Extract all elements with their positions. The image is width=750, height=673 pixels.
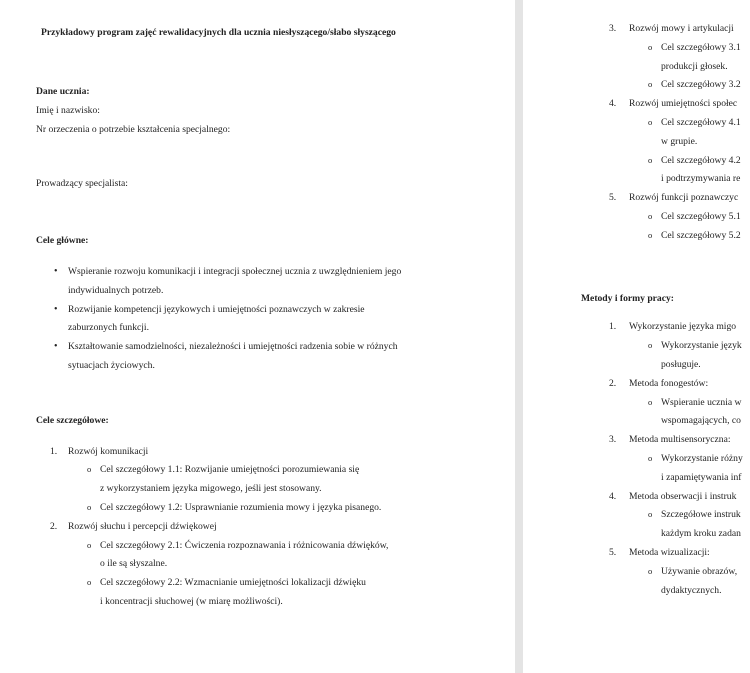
goal-number: 1. [50, 445, 58, 457]
method-sub-line: i zapamiętywania inf [661, 471, 742, 483]
goal-label: Rozwój słuchu i percepcji dźwiękowej [68, 520, 217, 532]
goal-number: 4. [609, 98, 617, 110]
main-goal-line: sytuacjach życiowych. [68, 359, 155, 371]
method-number: 3. [609, 434, 617, 446]
sub-goal-item [581, 39, 750, 77]
sub-goal-line: o Cel szczegółowy 1.1: Rozwijanie umiejętności porozumiewania się [100, 464, 360, 476]
method-sub-line: dydaktycznych. [661, 584, 722, 596]
method-sub-line: o Wykorzystanie język [661, 340, 742, 352]
sub-goal-item [581, 114, 750, 152]
method-sub-item [581, 337, 750, 375]
sub-goal-line: o Cel szczegółowy 3.2 [661, 79, 741, 91]
method-item [581, 318, 750, 337]
main-goal-line: • Kształtowanie samodzielności, niezależności i umiejętności radzenia sobie w różnych [68, 341, 398, 353]
method-sub-line: o Wspieranie ucznia w [661, 396, 742, 408]
specific-goals-list [36, 443, 496, 612]
specific-goal-item [36, 518, 496, 537]
method-label: Metoda fonogestów: [629, 377, 709, 389]
method-sub-line: o Szczegółowe instruk [661, 509, 741, 521]
page-content-right [581, 20, 750, 600]
method-sub-line: każdym kroku zadan [661, 528, 741, 540]
main-goal-item [36, 301, 496, 339]
sub-goal-item [36, 461, 496, 499]
document-title: Przykładowy program zajęć rewalidacyjnych dla ucznia niesłyszącego/słabo słyszącego [41, 27, 396, 38]
main-goal-item [36, 338, 496, 376]
sub-goal-line: i koncentracji słuchowej (w miarę możliwości). [100, 595, 283, 607]
sub-goal-line: o Cel szczegółowy 2.2: Wzmacnianie umiejętności lokalizacji dźwięku [100, 577, 366, 589]
page-content-left [36, 20, 496, 612]
page-gap [515, 0, 523, 673]
sub-goal-item [581, 152, 750, 190]
method-number: 1. [609, 321, 617, 333]
sub-goal-line: o Cel szczegółowy 2.1: Ćwiczenia rozpoznawania i różnicowania dźwięków, [100, 539, 389, 551]
method-number: 5. [609, 546, 617, 558]
specific-goal-item [581, 189, 750, 208]
specific-goal-item [581, 95, 750, 114]
sub-goal-line: o Cel szczegółowy 5.1 [661, 210, 741, 222]
goal-number: 5. [609, 192, 617, 204]
sub-goal-line: i podtrzymywania re [661, 173, 741, 185]
goal-number: 3. [609, 23, 617, 34]
goal-number: 2. [50, 520, 58, 532]
main-goal-line: • Rozwijanie kompetencji językowych i umiejętności poznawczych w zakresie [68, 303, 365, 315]
main-goals-list [36, 263, 496, 376]
goal-label: Rozwój umiejętności społec [629, 98, 738, 110]
method-label: Wykorzystanie języka migo [629, 321, 737, 333]
goal-label: Rozwój funkcji poznawczyc [629, 192, 739, 204]
main-goal-line: indywidualnych potrzeb. [68, 284, 164, 296]
specialist-label: Prowadzący specjalista: [36, 178, 128, 190]
specific-goals-heading: Cele szczegółowe: [36, 414, 109, 426]
certificate-label: Nr orzeczenia o potrzebie kształcenia specjalnego: [36, 123, 231, 135]
method-item [581, 375, 750, 394]
method-sub-line: o Używanie obrazów, [661, 565, 738, 577]
sub-goal-item [581, 208, 750, 227]
method-label: Metoda multisensoryczna: [629, 434, 731, 446]
main-goal-item [36, 263, 496, 301]
method-item [581, 488, 750, 507]
method-sub-item [581, 506, 750, 544]
sub-goal-line: o Cel szczegółowy 4.2 [661, 154, 741, 166]
method-sub-item [581, 394, 750, 432]
main-goals-heading: Cele główne: [36, 235, 89, 247]
method-sub-line: o Wykorzystanie różny [661, 452, 743, 464]
methods-list [581, 318, 750, 600]
continued-goals-list [581, 20, 750, 246]
method-number: 4. [609, 490, 617, 502]
sub-goal-line: z wykorzystaniem języka migowego, jeśli jest stosowany. [100, 483, 322, 495]
method-sub-item [581, 450, 750, 488]
sub-goal-item [36, 499, 496, 518]
sub-goal-line: o Cel szczegółowy 3.1 [661, 41, 741, 53]
sub-goal-line: produkcji głosek. [661, 60, 728, 72]
method-number: 2. [609, 377, 617, 389]
sub-goal-line: o Cel szczegółowy 1.2: Usprawnianie rozumienia mowy i języka pisanego. [100, 501, 382, 513]
specific-goal-item [36, 443, 496, 462]
sub-goal-item [581, 76, 750, 95]
method-sub-item [581, 563, 750, 601]
sub-goal-line: o Cel szczegółowy 4.1 [661, 116, 741, 128]
document-page-right [523, 0, 750, 673]
sub-goal-item [36, 537, 496, 575]
specific-goal-item [581, 20, 750, 39]
method-sub-line: posługuje. [661, 358, 701, 370]
method-label: Metoda obserwacji i instruk [629, 490, 737, 502]
sub-goal-item [581, 227, 750, 246]
method-label: Metoda wizualizacji: [629, 546, 710, 558]
method-item [581, 544, 750, 563]
sub-goal-line: o Cel szczegółowy 5.2 [661, 229, 741, 241]
methods-heading: Metody i formy pracy: [581, 292, 674, 304]
method-sub-line: wspomagających, co [661, 415, 741, 427]
goal-label: Rozwój komunikacji [68, 445, 149, 457]
sub-goal-line: o ile są słyszalne. [100, 558, 168, 570]
goal-label: Rozwój mowy i artykulacji [629, 23, 734, 34]
main-goal-line: zaburzonych funkcji. [68, 322, 149, 334]
method-item [581, 431, 750, 450]
sub-goal-item [36, 574, 496, 612]
main-goal-line: • Wspieranie rozwoju komunikacji i integracji społecznej ucznia z uwzględnieniem jego [68, 265, 402, 277]
name-label: Imię i nazwisko: [36, 104, 100, 116]
sub-goal-line: w grupie. [661, 135, 698, 147]
student-data-heading: Dane ucznia: [36, 86, 90, 97]
